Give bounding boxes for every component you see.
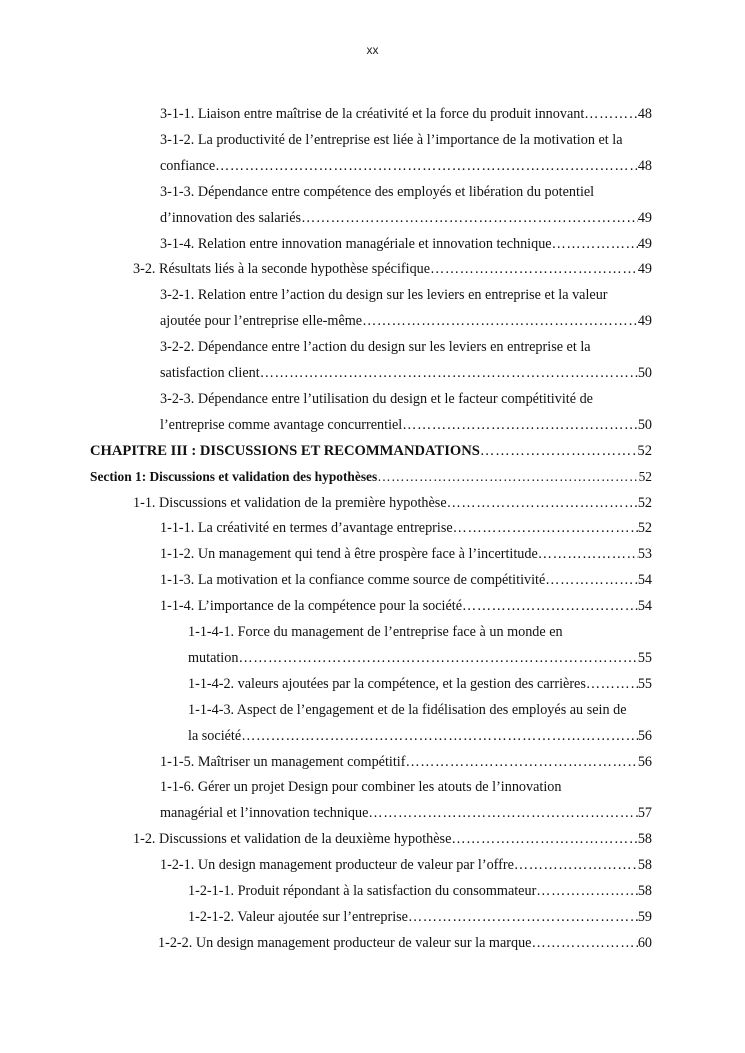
dot-leader (538, 546, 638, 563)
toc-entry-title: 1-1-4-3. Aspect de l’engagement et de la fidélisation des employés au sein de (188, 701, 627, 718)
toc-page-number: 53 (637, 546, 652, 563)
toc-page-number: 58 (637, 831, 652, 848)
toc-entry[interactable] (188, 624, 563, 646)
toc-entry[interactable] (160, 365, 652, 387)
dot-leader (586, 676, 638, 693)
toc-page-number: 59 (637, 908, 652, 925)
toc-entry-title: l’entreprise comme avantage concurrentiel (160, 416, 403, 433)
toc-entry[interactable] (188, 676, 652, 698)
toc-entry-title: 1-1-4-2. valeurs ajoutées par la compétence, et la gestion des carrières (188, 675, 586, 692)
toc-entry-title: la société (188, 727, 242, 744)
toc-page-number: 49 (637, 209, 652, 226)
toc-page-number: 55 (637, 649, 652, 666)
dot-leader (362, 313, 638, 330)
dot-leader (408, 909, 638, 926)
toc-entry-title: 1-2-1. Un design management producteur de valeur par l’offre (160, 857, 514, 874)
toc-entry[interactable] (160, 805, 652, 827)
toc-page-number: 52 (637, 494, 652, 511)
toc-entry-title: 1-1-3. La motivation et la confiance comme source de compétitivité (160, 572, 546, 589)
toc-page-number: 57 (637, 805, 652, 822)
dot-leader (430, 261, 638, 278)
toc-entry[interactable] (160, 132, 623, 154)
toc-entry[interactable] (160, 313, 652, 335)
dot-leader (405, 754, 637, 771)
toc-entry-title: Section 1: Discussions et validation des hypothèses (90, 468, 378, 484)
page-number: xx (366, 43, 379, 57)
toc-entry-title: 1-2-1-1. Produit répondant à la satisfaction du consommateur (188, 883, 537, 899)
toc-entry[interactable] (188, 702, 627, 724)
dot-leader (462, 598, 638, 615)
toc-entry[interactable] (133, 831, 652, 853)
toc-entry[interactable] (160, 339, 591, 361)
toc-entry[interactable] (158, 935, 652, 957)
toc-entry[interactable] (160, 287, 608, 309)
toc-page-number: 49 (637, 313, 652, 330)
toc-page-number: 54 (637, 572, 652, 589)
toc-page-number: 50 (637, 416, 652, 433)
dot-leader (215, 158, 638, 175)
toc-entry-title: 3-2. Résultats liés à la seconde hypothèse spécifique (133, 261, 431, 278)
toc-entry[interactable] (160, 754, 652, 776)
toc-entry[interactable] (160, 184, 594, 206)
dot-leader (514, 857, 638, 874)
toc-entry-title: 1-1. Discussions et validation de la première hypothèse (133, 494, 447, 511)
toc-page-number: 56 (637, 753, 652, 770)
toc-entry-title: 1-1-6. Gérer un projet Design pour combiner les atouts de l’innovation (160, 779, 562, 796)
toc-entry[interactable] (160, 417, 652, 439)
toc-entry-title: 1-1-4-1. Force du management de l’entreprise face à un monde en (188, 624, 563, 640)
toc-entry-title: d’innovation des salariés (160, 209, 302, 226)
toc-entry[interactable] (133, 495, 652, 517)
toc-entry[interactable] (188, 883, 652, 905)
toc-entry-title: 3-1-1. Liaison entre maîtrise de la créativité et la force du produit innovant (160, 106, 585, 122)
dot-leader (451, 831, 637, 848)
toc-page-number: 58 (637, 857, 652, 874)
toc-page-number: 58 (637, 883, 652, 899)
dot-leader (552, 236, 638, 253)
toc-page-number: 55 (637, 675, 652, 692)
toc-entry-title: CHAPITRE III : DISCUSSIONS ET RECOMMANDATIONS (90, 442, 480, 459)
toc-entry[interactable] (160, 572, 652, 594)
dot-leader (545, 572, 638, 589)
toc-entry[interactable] (160, 210, 652, 232)
toc-entry[interactable] (188, 909, 652, 931)
toc-entry-title: 3-1-3. Dépendance entre compétence des employés et libération du potentiel (160, 183, 595, 200)
dot-leader (480, 443, 637, 460)
toc-entry[interactable] (90, 469, 652, 491)
toc-page-number: 48 (637, 106, 652, 122)
dot-leader (453, 520, 638, 537)
dot-leader (238, 650, 637, 667)
toc-entry[interactable] (160, 546, 652, 568)
toc-entry-title: 3-2-3. Dépendance entre l’utilisation du design et le facteur compétitivité de (160, 390, 593, 407)
toc-entry[interactable] (160, 391, 593, 413)
toc-entry[interactable] (160, 158, 652, 180)
dot-leader (260, 365, 638, 382)
toc-entry[interactable] (160, 857, 652, 879)
toc-page-number: 48 (637, 157, 652, 174)
dot-leader (402, 417, 638, 434)
toc-page-number: 60 (637, 934, 652, 951)
dot-leader (368, 805, 637, 822)
toc-entry-title: 1-1-5. Maîtriser un management compétitif (160, 753, 406, 770)
toc-page-number: 52 (637, 520, 652, 537)
toc-entry[interactable] (90, 443, 652, 465)
toc-entry-title: satisfaction client (160, 365, 260, 381)
toc-page-number: 49 (637, 261, 652, 278)
toc-entry[interactable] (160, 779, 561, 801)
dot-leader (377, 469, 638, 485)
dot-leader (241, 728, 638, 745)
toc-page-number: 49 (637, 235, 652, 252)
toc-entry[interactable] (188, 650, 652, 672)
toc-entry[interactable] (188, 728, 652, 750)
toc-entry-title: 3-1-4. Relation entre innovation managériale et innovation technique (160, 235, 552, 252)
toc-entry-title: 1-2-2. Un design management producteur de valeur sur la marque (158, 934, 532, 951)
toc-entry[interactable] (160, 106, 652, 128)
toc-entry[interactable] (160, 598, 652, 620)
toc-entry[interactable] (160, 520, 652, 542)
toc-entry-title: confiance (160, 157, 216, 174)
dot-leader (584, 106, 638, 123)
toc-page-number: 50 (637, 365, 652, 381)
toc-entry-title: 3-2-1. Relation entre l’action du design sur les leviers en entreprise et la valeur (160, 287, 608, 304)
toc-entry-title: 3-1-2. La productivité de l’entreprise est liée à l’importance de la motivation et la (160, 131, 623, 148)
toc-entry-title: mutation (188, 649, 239, 666)
dot-leader (536, 883, 638, 900)
toc-entry[interactable] (160, 236, 652, 258)
toc-page-number: 52 (638, 468, 652, 484)
dot-leader (301, 210, 638, 227)
toc-entry-title: ajoutée pour l’entreprise elle-même (160, 313, 363, 330)
dot-leader (531, 935, 637, 952)
dot-leader (447, 495, 638, 512)
toc-entry-title: 1-1-1. La créativité en termes d’avantage entreprise (160, 520, 453, 537)
toc-entry-title: 1-2. Discussions et validation de la deuxième hypothèse (133, 831, 452, 848)
toc-entry[interactable] (133, 261, 652, 283)
toc-entry-title: 3-2-2. Dépendance entre l’action du design sur les leviers en entreprise et la (160, 339, 591, 356)
toc-page-number: 52 (637, 442, 652, 459)
toc-entry-title: managérial et l’innovation technique (160, 805, 369, 822)
toc-entry-title: 1-1-4. L’importance de la compétence pour la société (160, 598, 463, 615)
toc-entry-title: 1-2-1-2. Valeur ajoutée sur l’entreprise (188, 908, 408, 925)
toc-page-number: 56 (637, 727, 652, 744)
toc-entry-title: 1-1-2. Un management qui tend à être prospère face à l’incertitude (160, 546, 538, 563)
toc-page-number: 54 (637, 598, 652, 615)
